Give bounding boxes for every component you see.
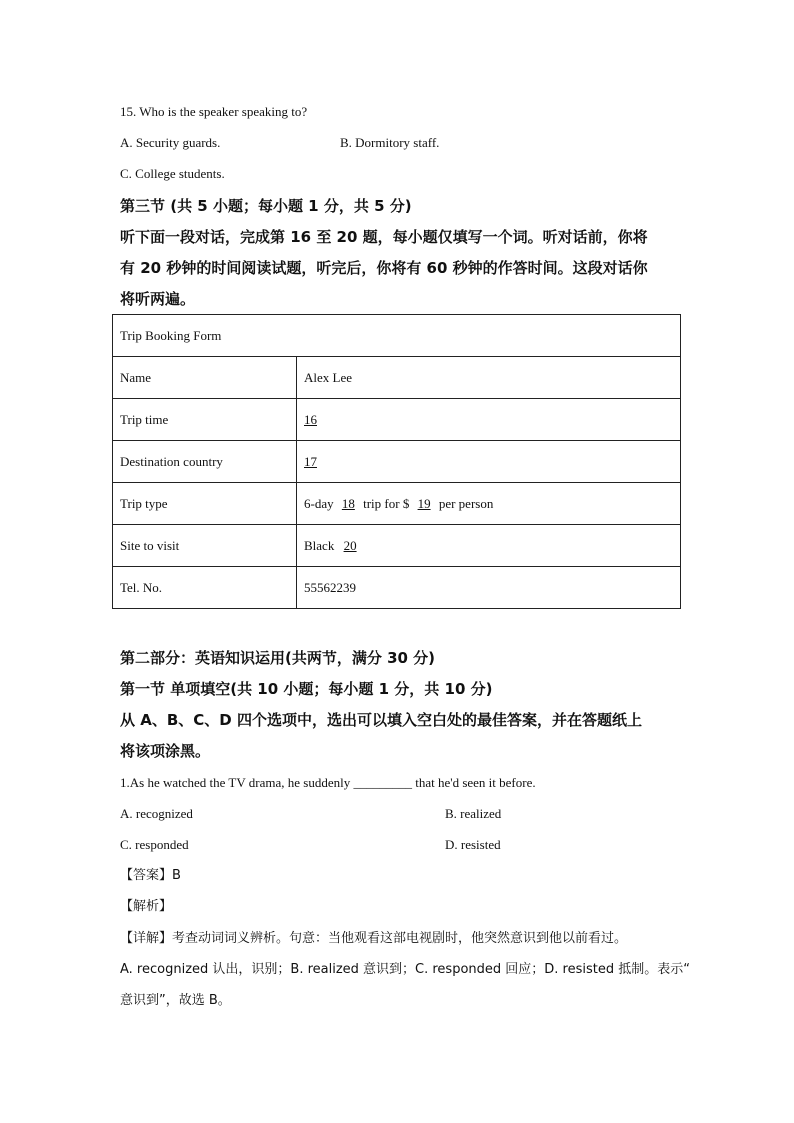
blank-16: 16 [304,411,317,427]
blank-18: 18 [341,495,355,511]
tel-label: Tel. No. [113,567,297,609]
q1-option-c: C. responded [120,837,189,852]
q1-stem-before: 1.As he watched the TV drama, he suddenly [120,775,351,790]
q15-option-c: C. College students. [120,166,225,181]
table-row [113,441,681,483]
q1-stem-blank: _________ [353,775,412,790]
name-value: Alex Lee [297,357,681,399]
destination-cell [297,441,681,483]
table-row [113,399,681,441]
table-row [113,357,681,399]
trip-booking-form [112,314,681,609]
q1-stem-after: that he'd seen it before. [415,775,536,790]
trip-type-mid: trip for $ [363,495,410,511]
q1-detail-line1: 【详解】考查动词词义辨析。句意：当他观看这部电视剧时，他突然意识到他以前看过。 [120,931,628,946]
part2-heading: 第二部分：英语知识运用(共两节，满分 30 分) [120,649,436,667]
site-label: Site to visit [113,525,297,567]
destination-label: Destination country [113,441,297,483]
tel-value: 55562239 [297,567,681,609]
q1-option-b: B. realized [445,806,502,821]
form-title: Trip Booking Form [113,315,681,357]
trip-type-cell [297,483,681,525]
table-row [113,315,681,357]
part2-section1-heading: 第一节 单项填空(共 10 小题；每小题 1 分，共 10 分) [120,680,493,698]
blank-17: 17 [304,453,317,469]
table-row [113,525,681,567]
q1-answer: 【答案】B [120,868,181,883]
section3-heading: 第三节 (共 5 小题；每小题 1 分，共 5 分) [120,197,412,215]
q1-detail-line2: A. recognized 认出，识别；B. realized 意识到；C. responded 回应；D. resisted 抵制。表示“ [120,962,690,977]
trip-type-suffix: per person [438,495,494,511]
trip-type-prefix: 6-day [304,495,334,511]
section3-instruction-line2: 有 20 秒钟的时间阅读试题，听完后，你将有 60 秒钟的作答时间。这段对话你 [120,259,648,277]
blank-20: 20 [343,537,357,553]
q1-option-d: D. resisted [445,837,501,852]
q1-option-a: A. recognized [120,806,193,821]
blank-19: 19 [417,495,431,511]
question-1-stem [120,775,536,791]
site-prefix: Black [304,537,335,553]
section3-instruction-line1: 听下面一段对话，完成第 16 至 20 题，每小题仅填写一个词。听对话前，你将 [120,228,648,246]
q1-analysis-label: 【解析】 [120,899,173,914]
name-label: Name [113,357,297,399]
part2-instruction-line2: 将该项涂黑。 [120,742,211,760]
q15-option-a: A. Security guards. [120,135,221,150]
table-row [113,567,681,609]
trip-time-label: Trip time [113,399,297,441]
section3-instruction-line3: 将听两遍。 [120,290,196,308]
q15-option-b: B. Dormitory staff. [340,135,440,150]
part2-instruction-line1: 从 A、B、C、D 四个选项中，选出可以填入空白处的最佳答案，并在答题纸上 [120,711,642,729]
table-row [113,483,681,525]
trip-time-cell [297,399,681,441]
trip-type-label: Trip type [113,483,297,525]
q1-detail-line3: 意识到”，故选 B。 [120,993,231,1008]
site-cell [297,525,681,567]
question-15-stem: 15. Who is the speaker speaking to? [120,104,308,119]
